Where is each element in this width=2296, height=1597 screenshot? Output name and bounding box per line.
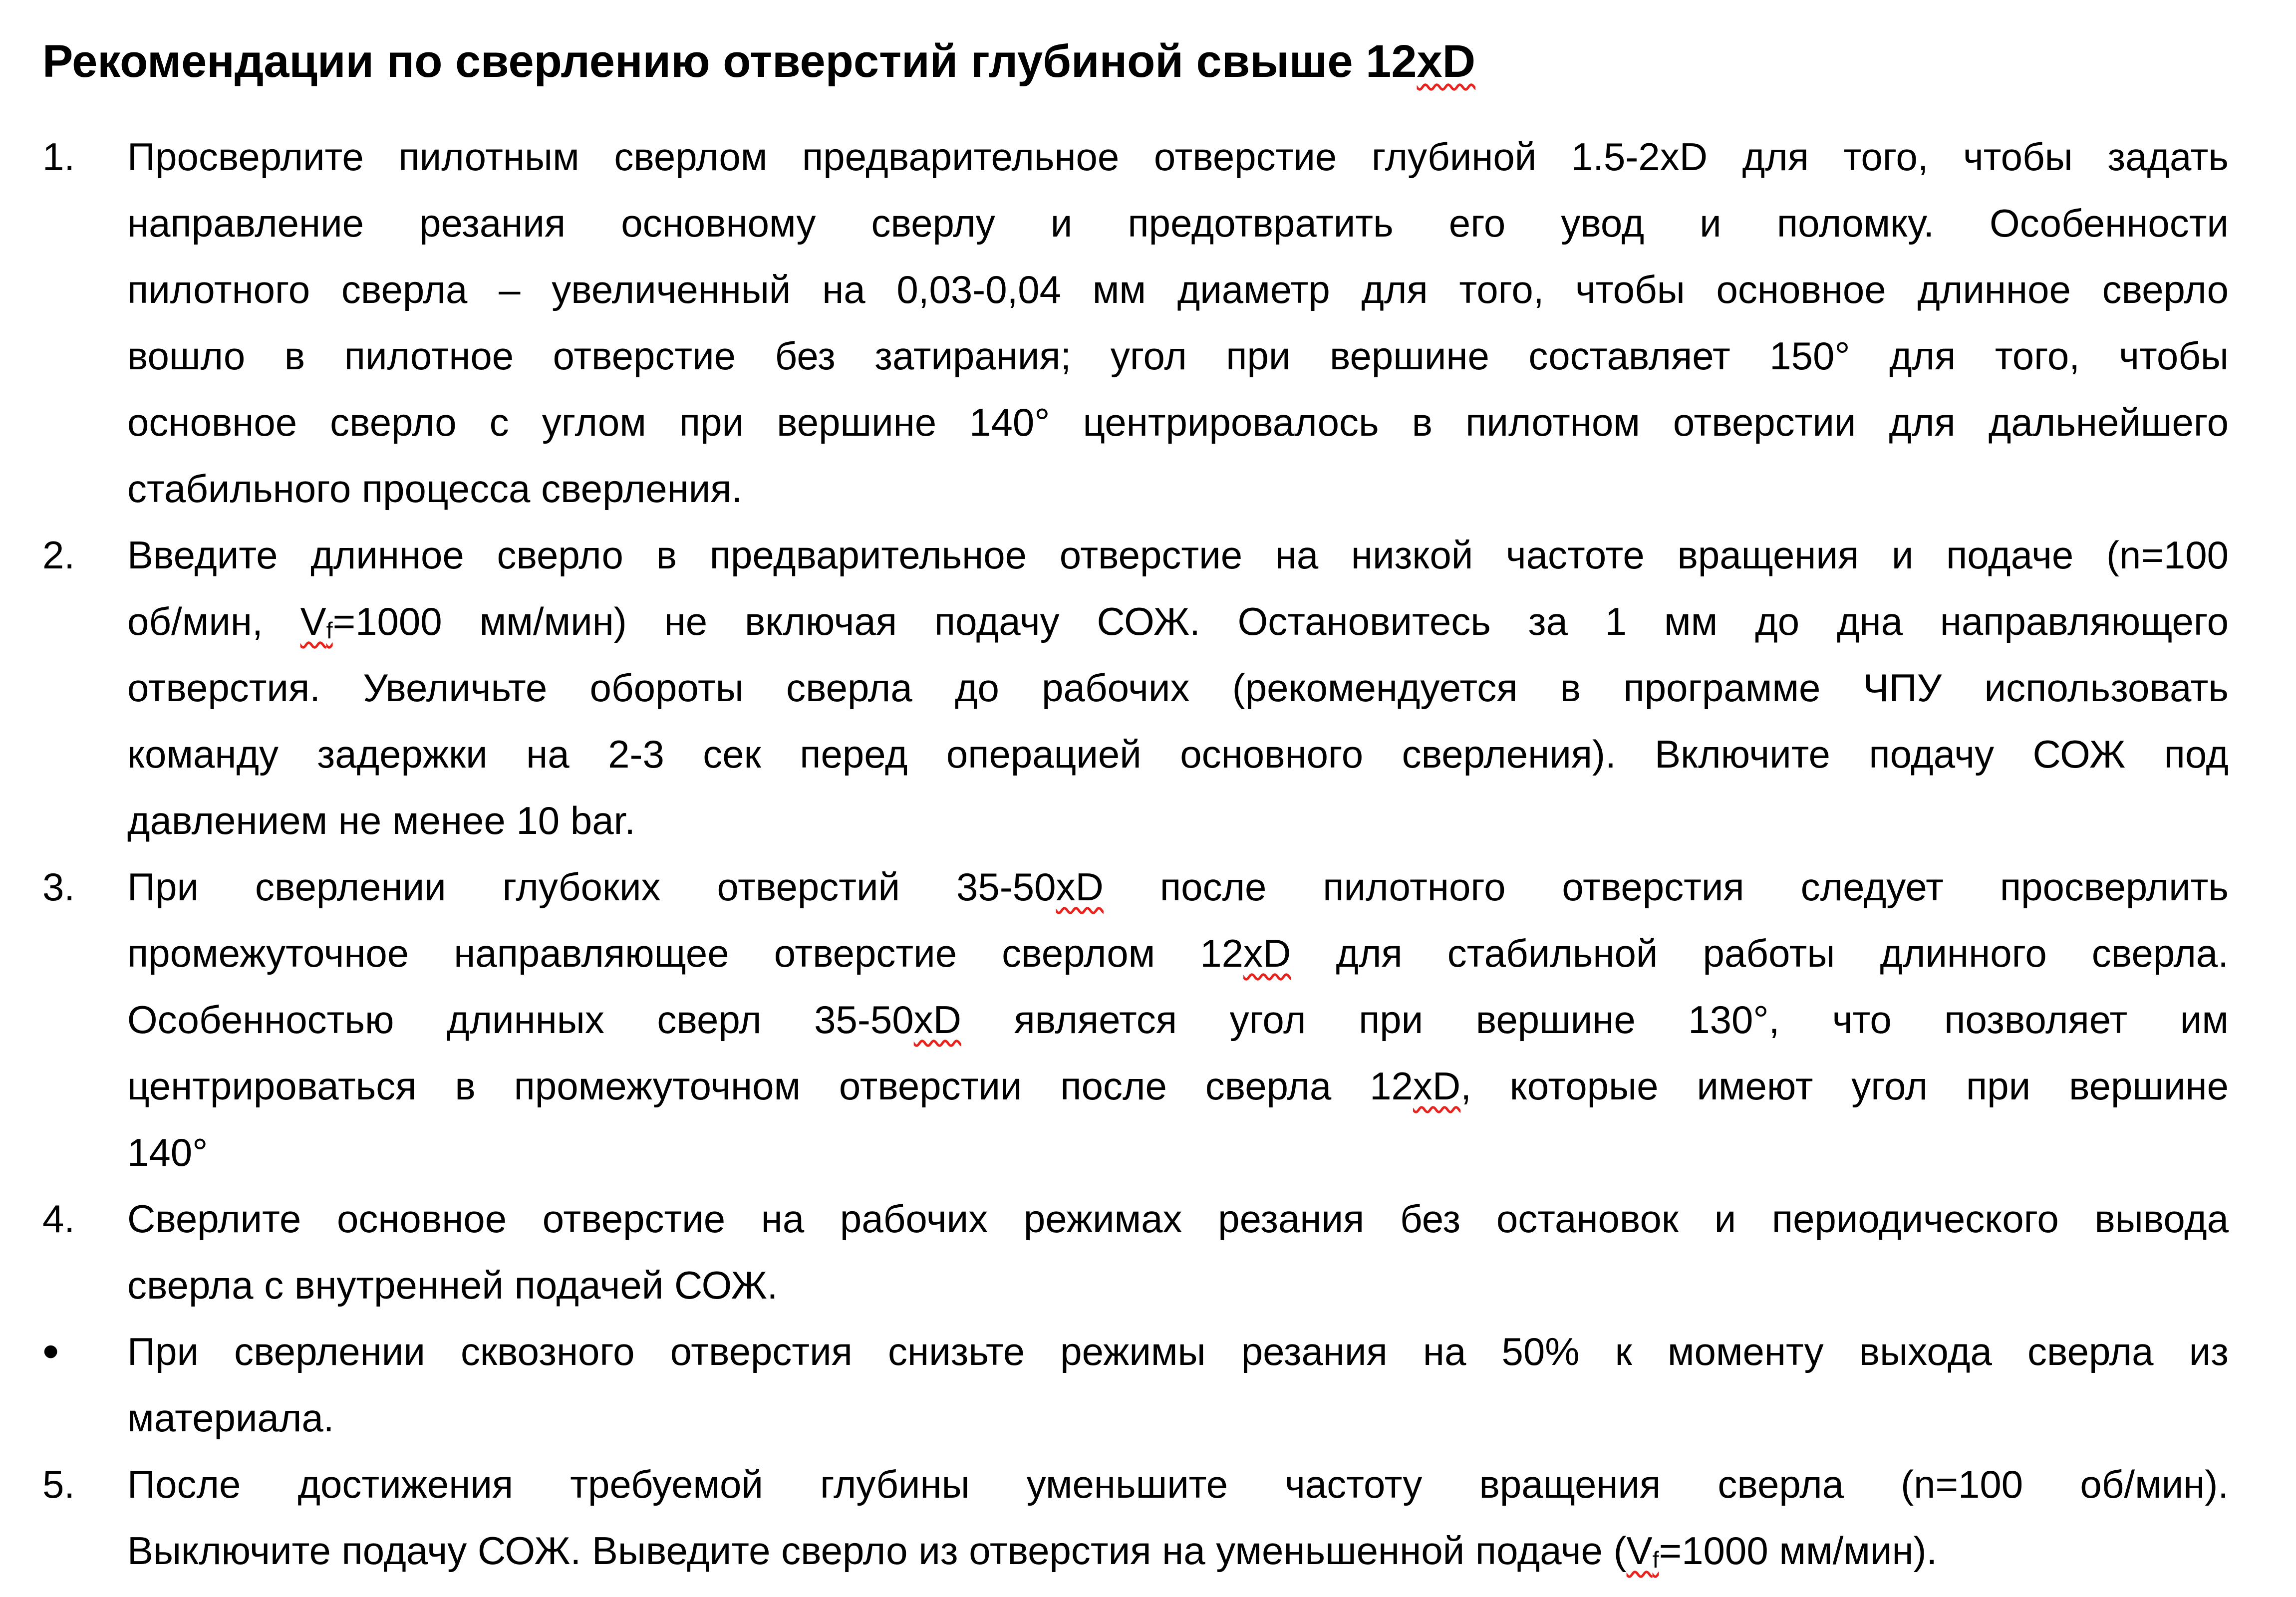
text-line (127, 1186, 2229, 1252)
text-segment: вошло в пилотное отверстие без затирания; угол при вершине составляет 150° для того, чтобы (127, 334, 2229, 378)
text-segment: Введите длинное сверло в предварительное отверстие на низкой частоте вращения и подаче (n=100 (127, 533, 2229, 577)
text-segment: сверла с внутренней подачей СОЖ. (127, 1263, 778, 1307)
number-marker: 2. (42, 533, 75, 577)
list-item (42, 1319, 2229, 1451)
text-segment: Сверлите основное отверстие на рабочих режимах резания без остановок и периодического вывода (127, 1197, 2229, 1241)
misspelling-squiggle-text: xD (1417, 36, 1476, 87)
doc-list (42, 124, 2229, 1584)
text-segment: об/мин, (127, 599, 300, 643)
misspelling-squiggle-text: xD (913, 998, 961, 1042)
text-line (127, 1053, 2229, 1119)
text-segment: материала. (127, 1396, 334, 1440)
text-segment: основное сверло с углом при вершине 140° центрировалось в пилотном отверстии для дальнейшего (127, 400, 2229, 444)
text-line (127, 854, 2229, 920)
text-line (127, 920, 2229, 987)
text-segment: При сверлении глубоких отверстий 35-50 (127, 865, 1056, 909)
text-segment: команду задержки на 2-3 сек перед операцией основного сверления). Включите подачу СОЖ под (127, 732, 2229, 776)
text-segment: пилотного сверла – увеличенный на 0,03-0,04 мм диаметр для того, чтобы основное длинное сверло (127, 267, 2229, 311)
text-segment: промежуточное направляющее отверстие сверлом 12 (127, 931, 1244, 975)
text-segment: Выключите подачу СОЖ. Выведите сверло из отверстия на уменьшенной подаче ( (127, 1529, 1627, 1573)
number-marker: 1. (42, 135, 75, 179)
text-segment: Просверлите пилотным сверлом предварительное отверстие глубиной 1.5-2xD для того, чтобы задать (127, 135, 2229, 179)
list-item (42, 522, 2229, 854)
text-segment: стабильного процесса сверления. (127, 467, 743, 511)
misspelling-squiggle-text: xD (1243, 931, 1291, 975)
text-line (127, 389, 2229, 456)
list-item-lines (127, 1319, 2229, 1451)
misspelling-squiggle-text: V (1626, 1529, 1653, 1573)
text-line (127, 124, 2229, 190)
text-line (127, 655, 2229, 721)
list-item (42, 124, 2229, 522)
list-item-lines (127, 854, 2229, 1186)
misspelling-squiggle-text: xD (1056, 865, 1104, 909)
list-item-lines (127, 1451, 2229, 1584)
subscript-text: f (326, 617, 333, 644)
text-segment: Рекомендации по сверлению отверстий глубиной свыше 12 (42, 36, 1417, 87)
text-line (127, 1451, 2229, 1518)
text-segment: , которые имеют угол при вершине (1460, 1064, 2229, 1108)
text-segment: центрироваться в промежуточном отверстии после сверла 12 (127, 1064, 1413, 1108)
list-item-lines (127, 124, 2229, 522)
text-line (127, 1319, 2229, 1385)
list-item-lines (127, 1186, 2229, 1319)
text-line (127, 788, 2229, 854)
text-segment: для стабильной работы длинного сверла. (1291, 931, 2229, 975)
text-line (127, 987, 2229, 1053)
text-line (127, 190, 2229, 257)
subscript-text: f (1652, 1547, 1659, 1573)
list-item (42, 1451, 2229, 1584)
doc-title (42, 24, 1475, 99)
text-segment: является угол при вершине 130°, что позволяет им (961, 998, 2229, 1042)
text-line (127, 257, 2229, 323)
text-segment: После достижения требуемой глубины уменьшите частоту вращения сверла (n=100 об/мин). (127, 1462, 2229, 1506)
text-segment: =1000 мм/мин). (1659, 1529, 1938, 1573)
text-segment: отверстия. Увеличьте обороты сверла до рабочих (рекомендуется в программе ЧПУ использовать (127, 666, 2229, 710)
list-item-lines (127, 522, 2229, 854)
list-item (42, 854, 2229, 1186)
text-line (127, 1518, 2229, 1584)
text-segment: Особенностью длинных сверл 35-50 (127, 998, 914, 1042)
number-marker: 5. (42, 1462, 75, 1506)
text-segment: после пилотного отверстия следует просверлить (1103, 865, 2229, 909)
number-marker: 3. (42, 865, 75, 909)
bullet-marker: • (42, 1325, 59, 1378)
text-line (127, 1252, 2229, 1319)
text-line (127, 588, 2229, 655)
misspelling-squiggle-text: xD (1413, 1064, 1461, 1108)
text-line (127, 721, 2229, 788)
text-line (127, 1385, 2229, 1451)
text-segment: При сверлении сквозного отверстия снизьте режимы резания на 50% к моменту выхода сверла из (127, 1330, 2229, 1373)
misspelling-squiggle-text (1653, 1529, 1659, 1573)
misspelling-squiggle-text: V (300, 599, 326, 643)
text-segment: =1000 мм/мин) не включая подачу СОЖ. Остановитесь за 1 мм до дна направляющего (332, 599, 2229, 643)
text-line (127, 323, 2229, 389)
list-item (42, 1186, 2229, 1319)
text-line (127, 522, 2229, 588)
text-segment: давлением не менее 10 bar. (127, 798, 635, 842)
text-segment: 140° (127, 1130, 208, 1174)
text-line (127, 1119, 2229, 1186)
text-line (127, 456, 2229, 522)
misspelling-squiggle-text (326, 599, 333, 643)
text-segment: направление резания основному сверлу и предотвратить его увод и поломку. Особенности (127, 201, 2229, 245)
number-marker: 4. (42, 1197, 75, 1241)
